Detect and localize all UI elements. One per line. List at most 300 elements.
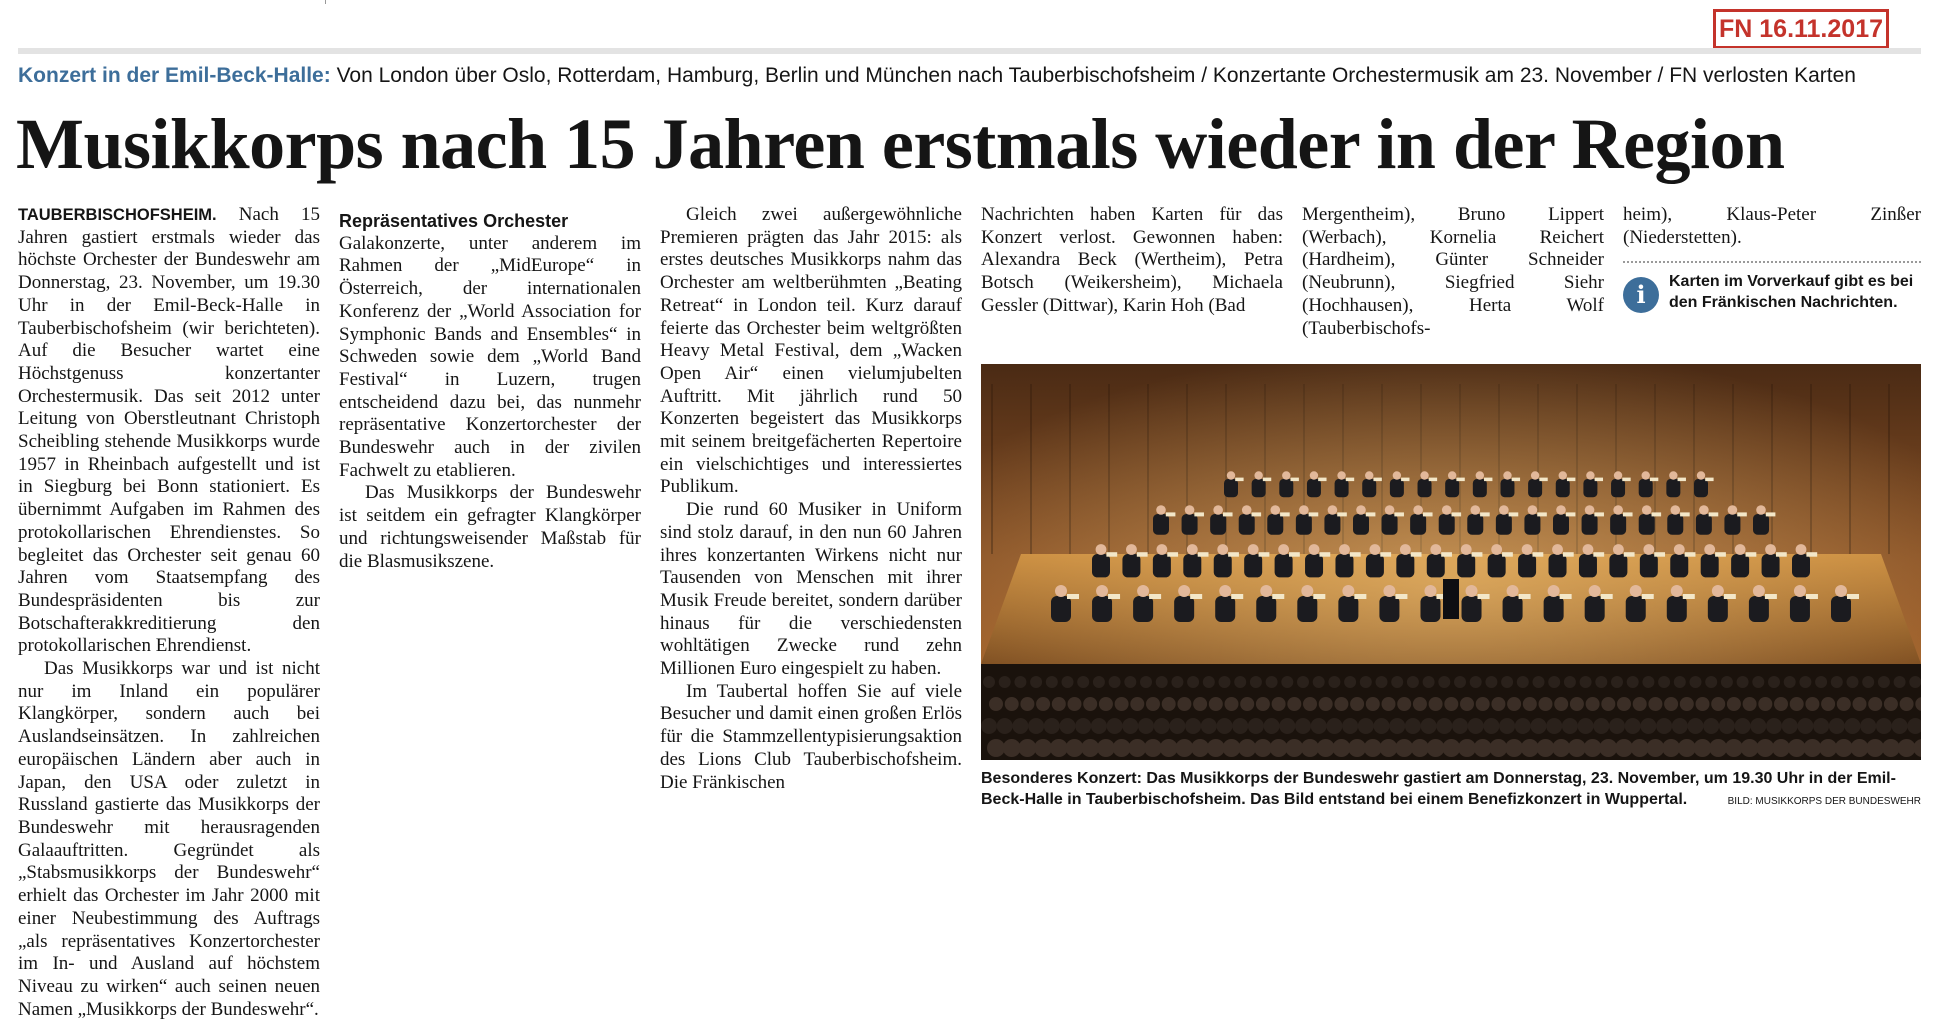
music-stand <box>1194 512 1204 516</box>
audience-head <box>1845 718 1861 734</box>
audience-head <box>1397 697 1411 711</box>
music-stand <box>1622 478 1630 482</box>
audience-head <box>1427 739 1445 757</box>
audience-head <box>1631 739 1649 757</box>
musician-head <box>1499 505 1509 515</box>
audience-head <box>1750 718 1766 734</box>
audience-head <box>1407 676 1419 688</box>
audience-head <box>1674 676 1686 688</box>
musician-head <box>1753 585 1765 597</box>
audience-head <box>1272 697 1286 711</box>
audience-head <box>1648 697 1662 711</box>
audience-head <box>1805 697 1819 711</box>
musician-head <box>1096 544 1107 555</box>
audience-head <box>1160 739 1178 757</box>
audience-head <box>1627 676 1639 688</box>
audience-head <box>1860 718 1876 734</box>
musician <box>1790 596 1810 622</box>
musician <box>1324 514 1340 535</box>
music-stand <box>1394 512 1404 516</box>
audience-head <box>1678 739 1696 757</box>
musician-head <box>1556 505 1566 515</box>
audience-head <box>1642 676 1654 688</box>
music-stand <box>1411 552 1422 557</box>
musician-head <box>1400 544 1411 555</box>
musician <box>1297 596 1317 622</box>
music-stand <box>1137 552 1148 557</box>
musician-head <box>1310 471 1318 479</box>
audience-head <box>1672 718 1688 734</box>
audience-head <box>1311 718 1327 734</box>
audience-head <box>1554 697 1568 711</box>
music-stand <box>1509 512 1519 516</box>
audience-head <box>1438 676 1450 688</box>
music-stand <box>1228 552 1239 557</box>
musician-head <box>1096 585 1108 597</box>
audience-head <box>1882 739 1900 757</box>
musician-head <box>1461 544 1472 555</box>
music-stand <box>1259 552 1270 557</box>
audience-head <box>1601 697 1615 711</box>
paragraph-5: Gleich zwei außergewöhnliche Premieren prägten das Jahr 2015: als erstes deutsches Musikkorps nahm das Orchester am weltberühmten „Beating Retreat“ in London teil. Kurz darauf feierte das Orchester beim weltgrößten Heavy Metal Festival, dem „Wacken Open Air“ einen vielumjubelten Auftritt. Mit jährlich rund 50 Konzerten begeistert das Musikkorps mit seinem breitgefächerten Repertoire ein vielschichtiges und interessiertes Publikum. <box>660 204 962 498</box>
music-stand <box>1166 512 1176 516</box>
date-stamp: FN 16.11.2017 <box>1713 9 1889 49</box>
musician <box>1353 514 1369 535</box>
music-stand <box>1624 552 1635 557</box>
musician-head <box>1491 544 1502 555</box>
audience-head <box>1470 676 1482 688</box>
musician-head <box>1630 585 1642 597</box>
music-stand <box>1560 594 1572 599</box>
column-3 <box>660 204 962 794</box>
audience-head <box>1050 739 1068 757</box>
audience-head <box>1523 697 1537 711</box>
audience-head <box>1391 676 1403 688</box>
paragraph-7d: heim), Klaus-Peter Zinßer (Niederstetten). <box>1623 204 1921 248</box>
music-stand <box>1231 594 1243 599</box>
audience-head <box>1360 676 1372 688</box>
audience-head <box>1012 718 1028 734</box>
audience-head <box>1052 697 1066 711</box>
audience-head <box>1201 718 1217 734</box>
audience-head <box>1837 697 1851 711</box>
music-stand <box>1806 552 1817 557</box>
musician <box>1696 514 1712 535</box>
musician <box>1553 514 1569 535</box>
audience-head <box>1107 718 1123 734</box>
musician <box>1279 479 1293 497</box>
musician-head <box>1552 544 1563 555</box>
musician-head <box>1299 505 1309 515</box>
music-stand <box>1106 552 1117 557</box>
music-stand <box>1512 478 1520 482</box>
music-stand <box>1537 512 1547 516</box>
musician <box>1500 479 1514 497</box>
audience-head <box>1169 718 1185 734</box>
audience-head <box>1743 697 1757 711</box>
audience-head <box>1829 718 1845 734</box>
music-stand <box>1532 552 1543 557</box>
musician-head <box>1370 544 1381 555</box>
musician <box>1667 596 1687 622</box>
audience-head <box>1680 697 1694 711</box>
audience-head <box>1334 697 1348 711</box>
music-stand <box>1366 512 1376 516</box>
audience-head <box>1741 739 1759 757</box>
musician <box>1524 514 1540 535</box>
musician-head <box>1583 544 1594 555</box>
audience-head <box>1568 739 1586 757</box>
subhead: Repräsentatives Orchester <box>339 211 569 231</box>
column-5 <box>1302 204 1604 340</box>
musician-head <box>1301 585 1313 597</box>
music-stand <box>1650 478 1658 482</box>
musician-head <box>1126 544 1137 555</box>
audience-head <box>1768 676 1780 688</box>
audience-head <box>1552 739 1570 757</box>
musician <box>1694 479 1708 497</box>
header-rule <box>18 48 1921 54</box>
audience-head <box>1909 676 1921 688</box>
musician-head <box>1442 505 1452 515</box>
music-stand <box>1746 552 1757 557</box>
audience-head <box>1068 697 1082 711</box>
column-2 <box>339 204 641 573</box>
music-stand <box>1601 594 1613 599</box>
audience-head <box>1617 697 1631 711</box>
music-stand <box>1272 594 1284 599</box>
audience-head <box>1813 718 1829 734</box>
musician <box>1639 479 1653 497</box>
musician-head <box>1765 544 1776 555</box>
musician <box>1362 479 1376 497</box>
musician <box>1611 479 1625 497</box>
audience-head <box>1380 739 1398 757</box>
musician <box>1792 554 1810 577</box>
audience-head <box>1225 697 1239 711</box>
audience-head <box>1586 697 1600 711</box>
audience-head <box>1772 739 1790 757</box>
audience-head <box>1878 676 1890 688</box>
paragraph-1 <box>18 204 320 658</box>
audience-head <box>1468 718 1484 734</box>
paragraph-7c: Mergentheim), Bruno Lippert (Werbach), Kornelia Reichert (Hardheim), Günter Schneider (Neubrunn), Siegfried Siehr (Hochhausen), Herta Wolf (Tauberbischofs- <box>1302 204 1604 339</box>
musician-head <box>1448 471 1456 479</box>
musician <box>1153 514 1169 535</box>
musician-head <box>1466 585 1478 597</box>
musician-head <box>1248 544 1259 555</box>
musician <box>1753 514 1769 535</box>
musician-head <box>1328 505 1338 515</box>
audience-head <box>1113 739 1131 757</box>
dateline <box>18 62 1921 90</box>
info-box <box>1623 261 1921 313</box>
audience-head <box>1301 739 1319 757</box>
audience-head <box>1442 739 1460 757</box>
audience-head <box>1458 739 1476 757</box>
audience-head <box>1515 718 1531 734</box>
music-stand <box>1724 594 1736 599</box>
audience-head <box>989 697 1003 711</box>
musician <box>1153 554 1171 577</box>
info-text: Karten im Vorverkauf gibt es bei den Fränkischen Nachrichten. <box>1669 273 1914 311</box>
musician <box>1275 554 1293 577</box>
audience-head <box>1060 718 1076 734</box>
audience-head <box>1093 676 1105 688</box>
audience-head <box>1491 697 1505 711</box>
music-stand <box>1705 478 1713 482</box>
audience-head <box>1847 676 1859 688</box>
audience-head <box>1483 718 1499 734</box>
music-stand <box>1373 478 1381 482</box>
audience-head <box>1819 739 1837 757</box>
audience-head <box>1868 697 1882 711</box>
musician <box>1224 479 1238 497</box>
audience-head <box>1862 676 1874 688</box>
music-stand <box>1709 512 1719 516</box>
paragraph-2: Das Musikkorps war und ist nicht nur im Inland ein populärer Klangkörper, sondern auch bei Auslandseinsätzen. In zahlreichen europäischen Ländern aber auch in Japan, den USA oder zuletzt in Russland gastierte das Musikkorps der Bundeswehr mit herausragenden Galaauftritten. Gegründet als „Stabsmusikkorps der Bundeswehr“ erhielt das Orchester im Jahr 2000 mit einer Neubestimmung des Auftrags „als repräsentatives Konzertorchester im In- und Ausland auf höchstem Niveau zu wirken“ auch seinen neuen Namen „Musikkorps der Bundeswehr“. <box>18 658 320 1020</box>
audience-head <box>1014 676 1026 688</box>
music-stand <box>1318 478 1326 482</box>
audience-head <box>1454 676 1466 688</box>
music-stand <box>1313 594 1325 599</box>
musician-head <box>1528 505 1538 515</box>
music-stand <box>1472 552 1483 557</box>
audience-head <box>1766 718 1782 734</box>
music-stand <box>1235 478 1243 482</box>
musician-head <box>1476 471 1484 479</box>
musician-head <box>1185 505 1195 515</box>
audience-head <box>1831 676 1843 688</box>
audience-head <box>1109 676 1121 688</box>
paragraph-7b: Nachrichten haben Karten für das Konzert verlost. Gewonnen haben: Alexandra Beck (Wertheim), Petra Botsch (Weikersheim), Michaela Gessler (Dittwar), Karin Hoh (Bad <box>981 204 1283 316</box>
musician <box>1549 554 1567 577</box>
audience-head <box>1097 739 1115 757</box>
audience-head <box>1593 718 1609 734</box>
musician <box>1382 514 1398 535</box>
musician <box>1762 554 1780 577</box>
paragraph-1-text: Nach 15 Jahren gastiert erstmals wieder das höchste Orchester der Bundeswehr am Donnerstag, 23. November, um 19.30 Uhr in der Emil-Beck-Halle in Tauberbischofsheim (wir berichteten). Auf die Besucher wartet eine Höchstgenuss konzertanter Orchestermusik. Das seit 2012 unter Leitung von Oberstleutnant Christoph Scheibling stehende Musikkorps wurde 1957 in Rheinbach aufgestellt und ist in Siegburg bei Bonn stationiert. Es übernimmt Aufgaben im Rahmen des protokollarischen Ehrendienstes. So begleitet das Orchester seit genau 60 Jahren vom Staatsempfang des Bundespräsidenten bis zur Botschafterakkreditierung den protokollarischen Ehrendienst. <box>18 204 320 657</box>
audience-head <box>1297 676 1309 688</box>
musician <box>1335 554 1353 577</box>
audience-head <box>1444 697 1458 711</box>
audience-head <box>1784 676 1796 688</box>
musician <box>1396 554 1414 577</box>
audience-head <box>1376 676 1388 688</box>
audience-head <box>1130 697 1144 711</box>
music-stand <box>1252 512 1262 516</box>
audience-head <box>1193 697 1207 711</box>
music-stand <box>1423 512 1433 516</box>
musician-head <box>1503 471 1511 479</box>
musician <box>1640 554 1658 577</box>
musician-head <box>1385 505 1395 515</box>
musician-head <box>1642 471 1650 479</box>
audience-head <box>1122 718 1138 734</box>
audience-head <box>1894 676 1906 688</box>
music-stand <box>1223 512 1233 516</box>
musician-head <box>1213 505 1223 515</box>
music-stand <box>1263 478 1271 482</box>
music-stand <box>1737 512 1747 516</box>
music-stand <box>1566 512 1576 516</box>
music-stand <box>1847 594 1859 599</box>
musician-head <box>1260 585 1272 597</box>
audience-head <box>1790 697 1804 711</box>
musician-head <box>1156 544 1167 555</box>
audience-head <box>1476 697 1490 711</box>
audience-head <box>1395 739 1413 757</box>
audience-head <box>1185 718 1201 734</box>
audience-head <box>1028 718 1044 734</box>
audience-head <box>1640 718 1656 734</box>
audience-head <box>1264 718 1280 734</box>
audience-head <box>1413 697 1427 711</box>
audience-head <box>1036 697 1050 711</box>
musician <box>1183 554 1201 577</box>
audience-head <box>1171 676 1183 688</box>
audience-head <box>1782 718 1798 734</box>
musician-head <box>1585 505 1595 515</box>
column-4 <box>981 204 1283 318</box>
music-stand <box>1350 552 1361 557</box>
audience-head <box>1853 697 1867 711</box>
audience-head <box>1485 676 1497 688</box>
musician-head <box>1337 471 1345 479</box>
audience-head <box>1030 676 1042 688</box>
musician <box>1215 596 1235 622</box>
audience-head <box>1313 676 1325 688</box>
musician <box>1626 596 1646 622</box>
audience-head <box>1609 718 1625 734</box>
audience-head <box>1075 718 1091 734</box>
audience-head <box>1719 718 1735 734</box>
audience-head <box>1382 697 1396 711</box>
audience-head <box>1658 676 1670 688</box>
music-stand <box>1108 594 1120 599</box>
musician <box>1210 514 1226 535</box>
audience-head <box>1326 718 1342 734</box>
audience-head <box>1281 676 1293 688</box>
audience-head <box>1752 676 1764 688</box>
audience-head <box>1248 718 1264 734</box>
musician-head <box>1413 505 1423 515</box>
music-stand <box>1309 512 1319 516</box>
audience-head <box>1489 739 1507 757</box>
musician-head <box>1728 505 1738 515</box>
audience-head <box>1898 739 1916 757</box>
audience-head <box>1144 739 1162 757</box>
audience-head <box>1533 676 1545 688</box>
audience-head <box>1350 697 1364 711</box>
musician <box>1445 479 1459 497</box>
musician-head <box>1756 505 1766 515</box>
audience-head <box>1234 676 1246 688</box>
audience-head <box>999 676 1011 688</box>
audience-head <box>1099 697 1113 711</box>
audience-head <box>1474 739 1492 757</box>
music-stand <box>1190 594 1202 599</box>
audience-head <box>1266 676 1278 688</box>
audience-head <box>1615 739 1633 757</box>
audience-head <box>1091 718 1107 734</box>
music-stand <box>1595 478 1603 482</box>
audience-head <box>1140 676 1152 688</box>
music-stand <box>1167 552 1178 557</box>
audience-head <box>1156 676 1168 688</box>
audience-head <box>1429 697 1443 711</box>
music-stand <box>1683 594 1695 599</box>
musician-head <box>1470 505 1480 515</box>
musician <box>1467 514 1483 535</box>
music-stand <box>1678 478 1686 482</box>
audience-head <box>1020 697 1034 711</box>
audience-head <box>1358 718 1374 734</box>
musician <box>1427 554 1445 577</box>
musician <box>1122 554 1140 577</box>
music-stand <box>1456 478 1464 482</box>
audience-head <box>1835 739 1853 757</box>
music-stand <box>1067 594 1079 599</box>
audience-head <box>1688 718 1704 734</box>
kicker: Konzert in der Emil-Beck-Halle: <box>18 64 331 87</box>
audience-head <box>1611 676 1623 688</box>
musician <box>1307 479 1321 497</box>
music-stand <box>1478 594 1490 599</box>
audience-head <box>1175 739 1193 757</box>
photo-caption: Besonderes Konzert: Das Musikkorps der Bundeswehr gastiert am Donnerstag, 23. November, um 19.30 Uhr in der Emil-Beck-Halle in Tauberbischofsheim. Das Bild entstand bei einem Benefizkonzert in Wuppertal. <box>981 770 1896 808</box>
musician-head <box>1669 471 1677 479</box>
musician <box>1609 554 1627 577</box>
audience-head <box>1505 739 1523 757</box>
musician-head <box>1219 585 1231 597</box>
music-stand <box>1337 512 1347 516</box>
musician <box>1174 596 1194 622</box>
audience-head <box>1285 739 1303 757</box>
audience-head <box>1209 697 1223 711</box>
lead-location: TAUBERBISCHOFSHEIM. <box>18 206 217 224</box>
audience-head <box>981 718 997 734</box>
audience-head <box>1287 697 1301 711</box>
audience-head <box>1900 697 1914 711</box>
audience-head <box>1421 718 1437 734</box>
musician <box>1708 596 1728 622</box>
musician <box>1583 479 1597 497</box>
audience-head <box>1499 718 1515 734</box>
audience-head <box>1521 739 1539 757</box>
audience-head <box>1705 676 1717 688</box>
audience-head <box>1317 739 1335 757</box>
music-stand <box>1685 552 1696 557</box>
audience-head <box>1238 739 1256 757</box>
audience-head <box>1389 718 1405 734</box>
audience-head <box>1546 718 1562 734</box>
musician <box>1338 596 1358 622</box>
audience-head <box>1405 718 1421 734</box>
music-stand <box>1149 594 1161 599</box>
audience-head <box>1694 739 1712 757</box>
musician-head <box>1242 505 1252 515</box>
photo-credit: BILD: MUSIKKORPS DER BUNDESWEHR <box>1727 796 1921 807</box>
paragraph-7a: Im Taubertal hoffen Sie auf viele Besucher und damit einen großen Erlös für die Stammzellentypisierungsaktion des Lions Club Tauberbischofsheim. Die Fränkischen <box>660 680 962 793</box>
audience-head <box>1758 697 1772 711</box>
audience-head <box>1062 676 1074 688</box>
audience-head <box>1342 718 1358 734</box>
musician <box>1092 554 1110 577</box>
audience-head <box>1662 739 1680 757</box>
musician-head <box>1548 585 1560 597</box>
musician <box>1731 554 1749 577</box>
